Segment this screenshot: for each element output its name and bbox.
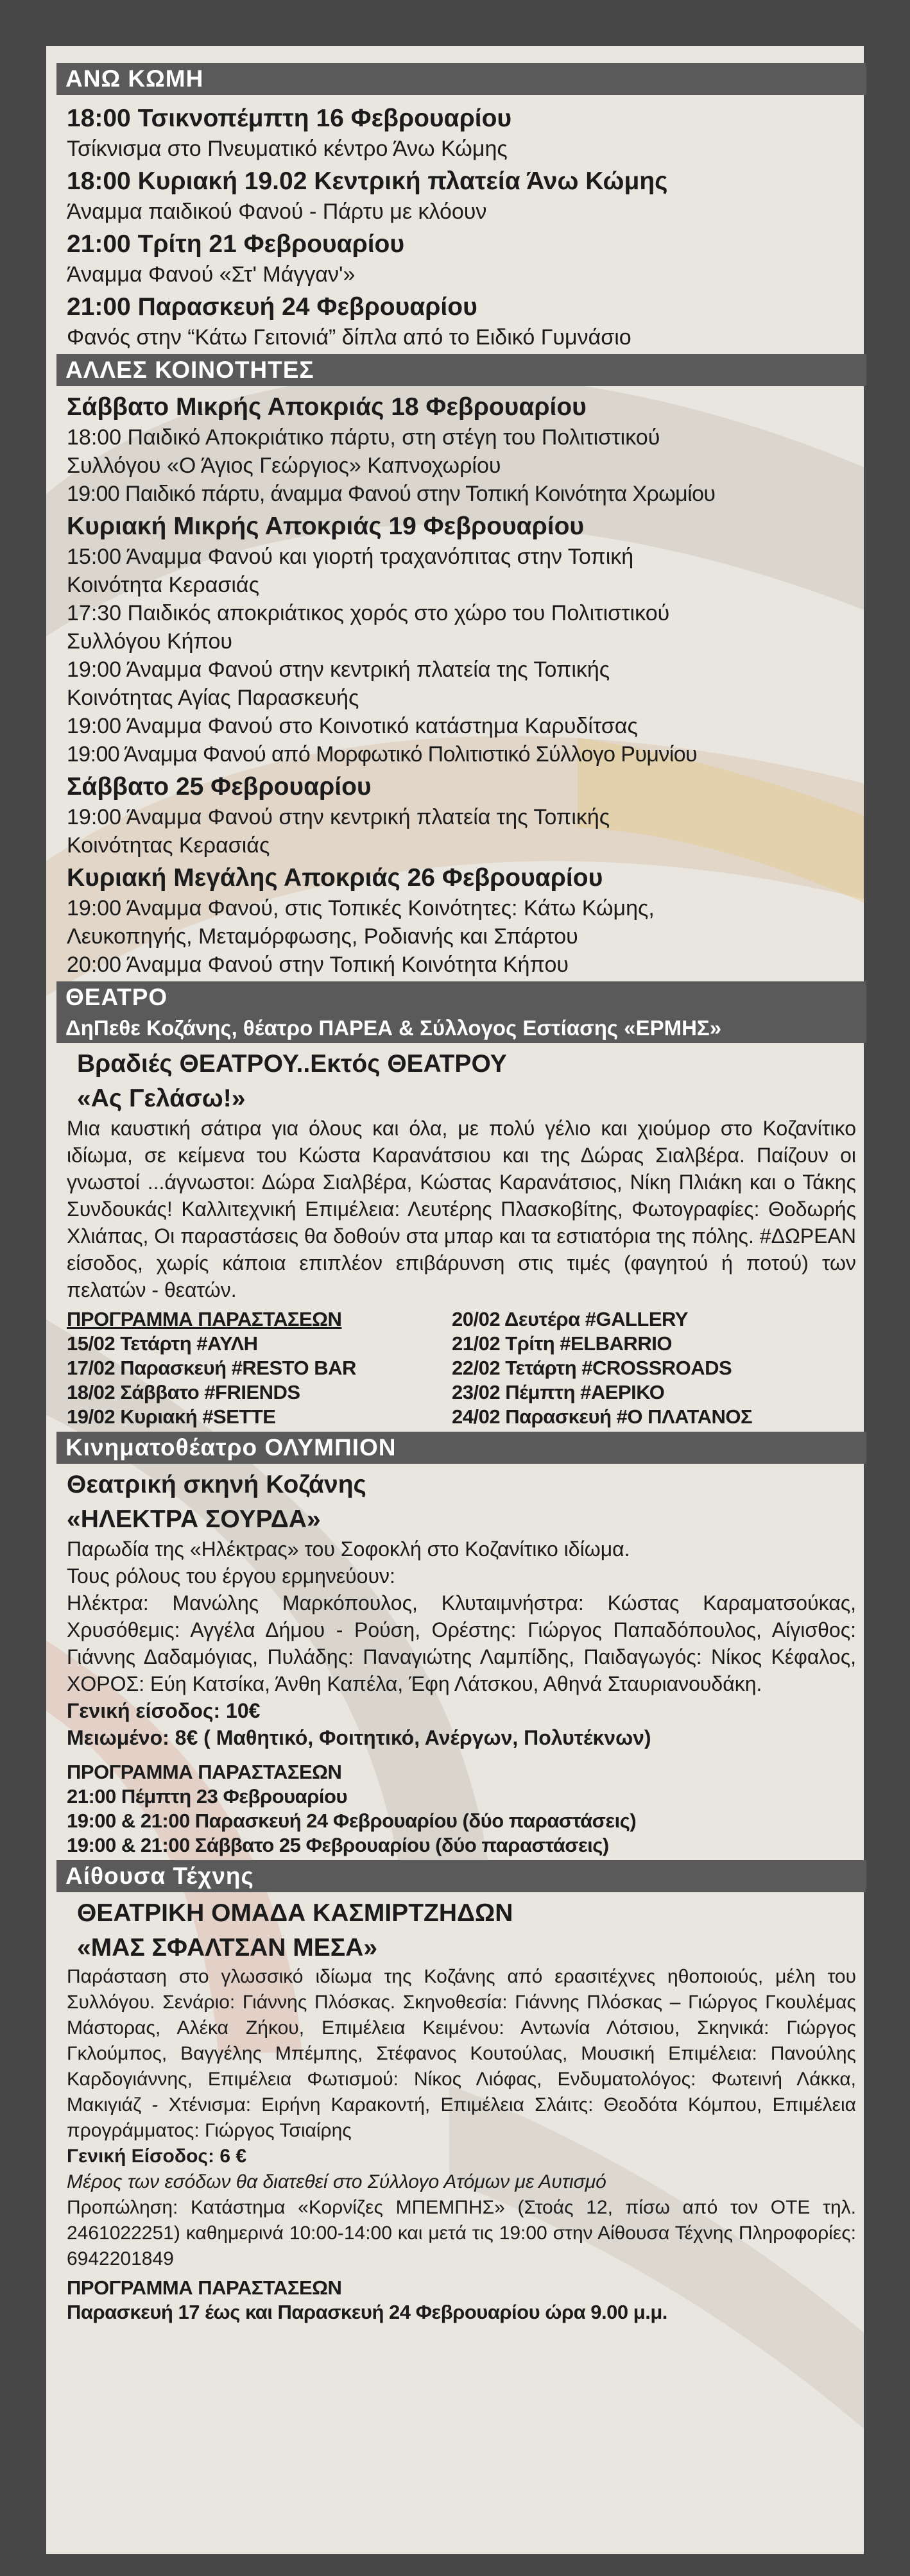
- troupe-title: ΘΕΑΤΡΙΚΗ ΟΜΑΔΑ ΚΑΣΜΙΡΤΖΗΔΩΝ: [77, 1899, 513, 1927]
- general-price: Γενική Είσοδος: 6 €: [67, 2146, 247, 2167]
- top-frame: [0, 0, 910, 46]
- play-title: «ΜΑΣ ΣΦΑΛΤΣΑΝ ΜΕΣΑ»: [77, 1934, 378, 1962]
- schedule-item: Παρασκευή 17 έως και Παρασκευή 24 Φεβρουαρίου ώρα 9.00 μ.μ.: [67, 2301, 667, 2323]
- schedule-item: 21:00 Πέμπτη 23 Φεβρουαρίου: [67, 1785, 348, 1808]
- schedule-item: 23/02 Πέμπτη #ΑΕΡΙΚΟ: [452, 1381, 665, 1403]
- event-line: 19:00 Άναμμα Φανού, στις Τοπικές Κοινότητες: Κάτω Κώμης,: [67, 896, 655, 920]
- group-title: Κυριακή Μικρής Αποκριάς 19 Φεβρουαρίου: [67, 513, 585, 540]
- show-title: Βραδιές ΘΕΑΤΡΟΥ..Εκτός ΘΕΑΤΡΟΥ: [77, 1050, 507, 1078]
- event-line: 18:00 Παιδικό Αποκριάτικο πάρτυ, στη στέγη του Πολιτιστικού: [67, 425, 660, 450]
- theatro-schedule: [67, 1307, 856, 1429]
- event-title: 21:00 Παρασκευή 24 Φεβρουαρίου: [67, 293, 477, 321]
- event-line: 17:30 Παιδικός αποκριάτικος χορός στο χώρο του Πολιτιστικού: [67, 601, 670, 625]
- section-header-olympion: Κινηματοθέατρο ΟΛΥΜΠΙΟΝ: [56, 1432, 866, 1464]
- event-line: 19:00 Άναμμα Φανού στην κεντρική πλατεία της Τοπικής: [67, 657, 610, 682]
- event-desc: Άναμμα παιδικού Φανού - Πάρτυ με κλόουν: [67, 199, 487, 224]
- event-line: Συλλόγου Κήπου: [67, 629, 233, 654]
- event-line: 19:00 Άναμμα Φανού στο Κοινοτικό κατάστημα Καρυδίτσας: [67, 714, 638, 738]
- olympion-schedule: [67, 1760, 856, 1858]
- event-desc: Άναμμα Φανού «Στ' Μάγγαν'»: [67, 262, 356, 287]
- troupe-title: Θεατρική σκηνή Κοζάνης: [67, 1471, 366, 1498]
- event-desc: Τσίκνισμα στο Πνευματικό κέντρο Άνω Κώμης: [67, 137, 508, 161]
- roles-intro: Τους ρόλους του έργου ερμηνεύουν:: [67, 1564, 395, 1588]
- schedule-item: 22/02 Τετάρτη #CROSSROADS: [452, 1357, 732, 1379]
- play-title: «ΗΛΕΚΤΡΑ ΣΟΥΡΔΑ»: [67, 1505, 321, 1533]
- event-title: 21:00 Τρίτη 21 Φεβρουαρίου: [67, 230, 405, 258]
- bottom-frame: [0, 2554, 910, 2576]
- section-header-alles: ΑΛΛΕΣ ΚΟΙΝΟΤΗΤΕΣ: [56, 354, 866, 386]
- aithousa-schedule: [67, 2276, 856, 2325]
- schedule-header: ΠΡΟΓΡΑΜΜΑ ΠΑΡΑΣΤΑΣΕΩΝ: [67, 2276, 342, 2299]
- event-desc: Φανός στην “Κάτω Γειτονιά” δίπλα από το Ειδικό Γυμνάσιο: [67, 325, 631, 350]
- section-header-ano-komi: ΑΝΩ ΚΩΜΗ: [56, 63, 866, 95]
- group-title: Σάββατο 25 Φεβρουαρίου: [67, 773, 372, 801]
- aithousa-details: [56, 1892, 866, 2327]
- event-line: Κοινότητας Κερασιάς: [67, 833, 270, 858]
- schedule-item: 19:00 & 21:00 Παρασκευή 24 Φεβρουαρίου (δύο παραστάσεις): [67, 1809, 637, 1832]
- reduced-price: Μειωμένο: 8€ ( Μαθητικό, Φοιτητικό, Ανέργων, Πολυτέκνων): [67, 1726, 651, 1749]
- schedule-item: 19/02 Κυριακή #SETTE: [67, 1405, 276, 1428]
- general-price: Γενική είσοδος: 10€: [67, 1699, 261, 1722]
- show-description: Μια καυστική σάτιρα για όλους και όλα, με πολύ γέλιο και χιούμορ στο Κοζανίτικο ιδίωμα, σε κείμενα του Κώστα Καρανάτσιου και της Δώρας Σιαλβέρα. Παίζουν οι γνωστοί ...άγνωστοι: Δώρα Σιαλβέρα, Κώστας Καρανάτσιος, Νίκη Πλιάκη και ο Τάκης Συνδουκάς! Καλλιτεχνική Επιμέλεια: Λευτέρης Πλασκοβίτης, Φωτογραφίες: Θοδωρής Χλιάπας, Οι παραστάσεις θα δοθούν στα μπαρ και τα εστιατόρια της πόλης. #ΔΩΡΕΑΝ είσοδος, χωρίς κάποια επιπλέον επιβάρυνση στις τιμές (φαγητού ή ποτού) των πελατών - θεατών.: [67, 1117, 856, 1301]
- event-line: Συλλόγου «Ο Άγιος Γεώργιος» Καπνοχωρίου: [67, 453, 501, 478]
- program-content: [56, 63, 866, 2327]
- theatro-organizers: ΔηΠεθε Κοζάνης, θέατρο ΠΑΡΕΑ & Σύλλογος Εστίασης «ΕΡΜΗΣ»: [56, 1013, 866, 1043]
- schedule-item: 15/02 Τετάρτη #ΑΥΛΗ: [67, 1332, 258, 1355]
- event-line: Λευκοπηγής, Μεταμόρφωσης, Ροδιανής και Σπάρτου: [67, 924, 578, 949]
- schedule-item: 21/02 Τρίτη #ELBARRIO: [452, 1332, 672, 1355]
- alles-events: [56, 386, 866, 981]
- donation-note: Μέρος των εσόδων θα διατεθεί στο Σύλλογο Ατόμων με Αυτισμό: [67, 2171, 606, 2192]
- event-line: 19:00 Άναμμα Φανού από Μορφωτικό Πολιτιστικό Σύλλογο Ρυμνίου: [67, 742, 698, 767]
- event-line: 19:00 Παιδικό πάρτυ, άναμμα Φανού στην Τοπική Κοινότητα Χρωμίου: [67, 482, 716, 506]
- presale-info: Προπώληση: Κατάστημα «Κορνίζες ΜΠΕΜΠΗΣ» (Στοάς 12, πίσω από τον ΟΤΕ τηλ. 2461022251) καθημερινά 10:00-14:00 και μετά τις 19:00 στην Αίθουσα Τέχνης Πληροφορίες: 6942201849: [67, 2197, 856, 2269]
- theatro-details: [56, 1043, 866, 1432]
- event-line: 15:00 Άναμμα Φανού και γιορτή τραχανόπιτας στην Τοπική: [67, 545, 634, 569]
- schedule-item: 19:00 & 21:00 Σάββατο 25 Φεβρουαρίου (δύο παραστάσεις): [67, 1834, 609, 1856]
- schedule-item: 24/02 Παρασκευή #Ο ΠΛΑΤΑΝΟΣ: [452, 1405, 753, 1428]
- play-description: Παρωδία της «Ηλέκτρας» του Σοφοκλή στο Κοζανίτικο ιδίωμα.: [67, 1538, 630, 1561]
- event-title: 18:00 Τσικνοπέμπτη 16 Φεβρουαρίου: [67, 105, 512, 132]
- section-header-theatro: ΘΕΑΤΡΟ: [56, 981, 866, 1013]
- section-header-aithousa: Αίθουσα Τέχνης: [56, 1860, 866, 1892]
- right-frame: [864, 0, 910, 2576]
- schedule-item: 20/02 Δευτέρα #GALLERY: [452, 1308, 688, 1330]
- event-line: Κοινότητα Κερασιάς: [67, 573, 259, 597]
- schedule-item: 17/02 Παρασκευή #RESTO BAR: [67, 1357, 356, 1379]
- olympion-details: [56, 1464, 866, 1860]
- play-description: Παράσταση στο γλωσσικό ιδίωμα της Κοζάνης από ερασιτέχνες ηθοποιούς, μέλη του Συλλόγου. Σενάριο: Γιάννης Πλόσκας. Σκηνοθεσία: Γιάννης Πλόσκας – Γιώργος Γκουλέμας Μάστορας, Αλέκα Ζήκου, Επιμέλεια Κειμένου: Αντωνία Λότσιου, Σκηνικά: Γιώργος Γκλούμπος, Βαγγέλης Μπέμπης, Στέφανος Κουτούλας, Μουσική Επιμέλεια: Πανούλης Καρδογιάννης, Επιμέλεια Φωτισμού: Νίκος Λιόφας, Ενδυματολόγος: Φωτεινή Λάκκα, Μακιγιάζ - Χτένισμα: Ειρήνη Καρακοντή, Επιμέλεια Σλάιτς: Θεοδότα Κόμπου, Επιμέλεια προγράμματος: Γιώργος Τσιαίρης: [67, 1966, 856, 2141]
- show-name: «Ας Γελάσω!»: [77, 1085, 246, 1112]
- event-title: 18:00 Κυριακή 19.02 Κεντρική πλατεία Άνω Κώμης: [67, 167, 668, 195]
- event-line: 20:00 Άναμμα Φανού στην Τοπική Κοινότητα Κήπου: [67, 953, 569, 977]
- event-line: Κοινότητας Αγίας Παρασκευής: [67, 686, 359, 710]
- event-line: 19:00 Άναμμα Φανού στην κεντρική πλατεία της Τοπικής: [67, 805, 610, 829]
- group-title: Κυριακή Μεγάλης Αποκριάς 26 Φεβρουαρίου: [67, 864, 603, 892]
- ano-komi-events: [56, 95, 866, 354]
- schedule-item: 18/02 Σάββατο #FRIENDS: [67, 1381, 300, 1403]
- cast-list: Ηλέκτρα: Μανώλης Μαρκόπουλος, Κλυταιμνήστρα: Κώστας Καραματσούκας, Χρυσόθεμις: Αγγέλα Δήμου - Ρούση, Ορέστης: Γιώργος Παπαδόπουλος, Αίγισθος: Γιάννης Δαδαμόγιας, Πυλάδης: Παναγιώτης Λαμπίδης, Παιδαγωγός: Νίκος Κέφαλος, ΧΟΡΟΣ: Εύη Κατσίκα, Άνθη Καπέλα, Έφη Λάτσκου, Αθηνά Σταυριανουδάκη.: [67, 1591, 856, 1695]
- group-title: Σάββατο Μικρής Αποκριάς 18 Φεβρουαρίου: [67, 393, 587, 421]
- schedule-header: ΠΡΟΓΡΑΜΜΑ ΠΑΡΑΣΤΑΣΕΩΝ: [67, 1761, 342, 1783]
- schedule-header: ΠΡΟΓΡΑΜΜΑ ΠΑΡΑΣΤΑΣΕΩΝ: [67, 1308, 342, 1330]
- left-frame: [0, 0, 46, 2576]
